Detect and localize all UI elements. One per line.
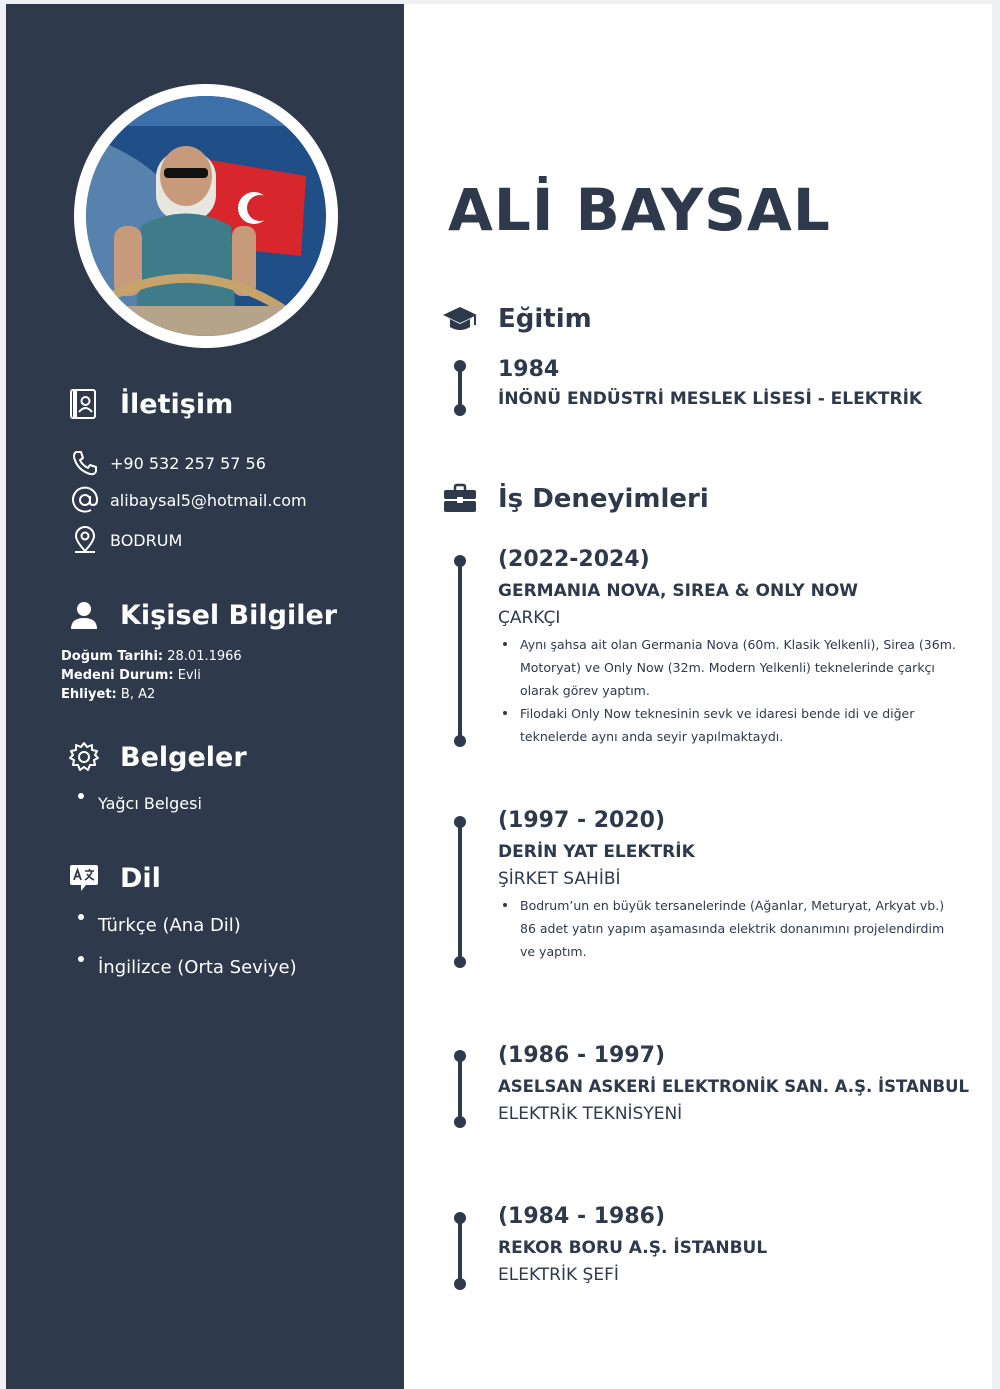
education-school: İNÖNÜ ENDÜSTRİ MESLEK LİSESİ - ELEKTRİK	[498, 389, 923, 409]
experience-bullet: Filodaki Only Now teknesinin sevk ve idaresi bende idi ve diğer teknelerde aynı anda seyir yapılmaktaydı.	[498, 702, 958, 748]
language-item-text: Türkçe (Ana Dil)	[98, 915, 241, 936]
personal-info	[61, 647, 242, 704]
license-row	[61, 685, 242, 704]
experience-period: (1984 - 1986)	[498, 1204, 666, 1229]
phone-icon	[70, 448, 100, 478]
marital-status-row	[61, 666, 242, 685]
experience-role: ELEKTRİK TEKNİSYENİ	[498, 1104, 683, 1124]
contact-book-icon	[68, 388, 100, 420]
experience-entry	[498, 807, 958, 963]
timeline-dot	[454, 1278, 466, 1290]
experience-org: ASELSAN ASKERİ ELEKTRONİK SAN. A.Ş. İSTANBUL	[498, 1077, 970, 1096]
translate-icon	[68, 862, 100, 894]
timeline-dot	[454, 404, 466, 416]
experience-entry	[498, 1203, 958, 1286]
contact-title-text: İletişim	[120, 388, 234, 420]
contact-phone	[70, 448, 266, 478]
email-text[interactable]: alibaysal5@hotmail.com	[110, 490, 307, 510]
experience-period: (1997 - 2020)	[498, 808, 666, 833]
documents-title-text: Belgeler	[120, 741, 247, 773]
location-text: BODRUM	[110, 530, 183, 550]
birth-date-value: 28.01.1966	[167, 649, 242, 664]
map-pin-icon	[70, 525, 100, 555]
experience-role: ELEKTRİK ŞEFİ	[498, 1265, 619, 1285]
experience-bullets	[498, 894, 958, 963]
experience-section-title	[442, 481, 709, 517]
languages-section-title	[68, 862, 161, 894]
language-item	[78, 956, 297, 980]
profile-photo-frame	[74, 84, 338, 348]
timeline-dot	[454, 956, 466, 968]
languages-list	[78, 914, 297, 980]
language-item	[78, 914, 297, 938]
timeline-dot	[454, 735, 466, 747]
experience-title-text: İş Deneyimleri	[498, 484, 709, 514]
experience-timeline	[454, 1050, 466, 1128]
education-entry	[498, 356, 958, 410]
experience-period: (1986 - 1997)	[498, 1043, 666, 1068]
language-item-text: İngilizce (Orta Seviye)	[98, 957, 297, 978]
education-year: 1984	[498, 357, 560, 382]
experience-org: DERİN YAT ELEKTRİK	[498, 842, 695, 862]
timeline-dot	[454, 1116, 466, 1128]
experience-bullet: Aynı şahsa ait olan Germania Nova (60m. Klasik Yelkenli), Sirea (36m. Motoryat) ve Only Now (32m. Modern Yelkenli) teknelerinde çarkçı olarak görev yaptım.	[498, 633, 958, 702]
full-name: ALİ BAYSAL	[448, 176, 831, 244]
experience-period: (2022-2024)	[498, 547, 650, 572]
experience-timeline	[454, 1212, 466, 1290]
timeline-line	[458, 822, 462, 962]
experience-role: ÇARKÇI	[498, 608, 561, 628]
languages-title-text: Dil	[120, 862, 161, 894]
license-value: B, A2	[120, 687, 156, 702]
contact-location	[70, 525, 182, 555]
personal-title-text: Kişisel Bilgiler	[120, 599, 338, 631]
profile-photo	[86, 96, 326, 336]
education-timeline	[454, 360, 466, 416]
at-sign-icon	[70, 485, 100, 515]
experience-entry	[498, 546, 958, 748]
timeline-line	[458, 561, 462, 741]
experience-role: ŞİRKET SAHİBİ	[498, 869, 621, 889]
timeline-line	[458, 1218, 462, 1284]
personal-section-title	[68, 599, 337, 631]
profile-photo-image	[86, 96, 326, 336]
contact-section-title	[68, 388, 233, 420]
marital-status-label: Medeni Durum:	[61, 668, 174, 683]
experience-bullet: Bodrum’un en büyük tersanelerinde (Ağanlar, Meturyat, Arkyat vb.) 86 adet yatın yapım aşamasında elektrik donanımını projelendirdim ve yaptım.	[498, 894, 958, 963]
experience-timeline	[454, 555, 466, 747]
education-title-text: Eğitim	[498, 304, 592, 334]
experience-bullets	[498, 633, 958, 748]
documents-section-title	[68, 741, 247, 773]
birth-date-row	[61, 647, 242, 666]
experience-entry	[498, 1042, 978, 1125]
experience-org: GERMANIA NOVA, SIREA & ONLY NOW	[498, 581, 859, 601]
document-item-text: Yağcı Belgesi	[98, 794, 202, 813]
graduation-cap-icon	[442, 301, 478, 337]
experience-timeline	[454, 816, 466, 968]
experience-org: REKOR BORU A.Ş. İSTANBUL	[498, 1238, 768, 1258]
documents-list	[78, 793, 202, 815]
phone-text[interactable]: +90 532 257 57 56	[110, 453, 266, 473]
birth-date-label: Doğum Tarihi:	[61, 649, 164, 664]
contact-email	[70, 485, 307, 515]
sidebar	[6, 4, 404, 1389]
document-item	[78, 793, 202, 815]
timeline-line	[458, 1056, 462, 1122]
license-label: Ehliyet:	[61, 687, 117, 702]
education-section-title	[442, 301, 592, 337]
gear-icon	[68, 741, 100, 773]
marital-status-value: Evli	[177, 668, 201, 683]
briefcase-icon	[442, 481, 478, 517]
resume-page	[6, 4, 992, 1389]
user-icon	[68, 599, 100, 631]
